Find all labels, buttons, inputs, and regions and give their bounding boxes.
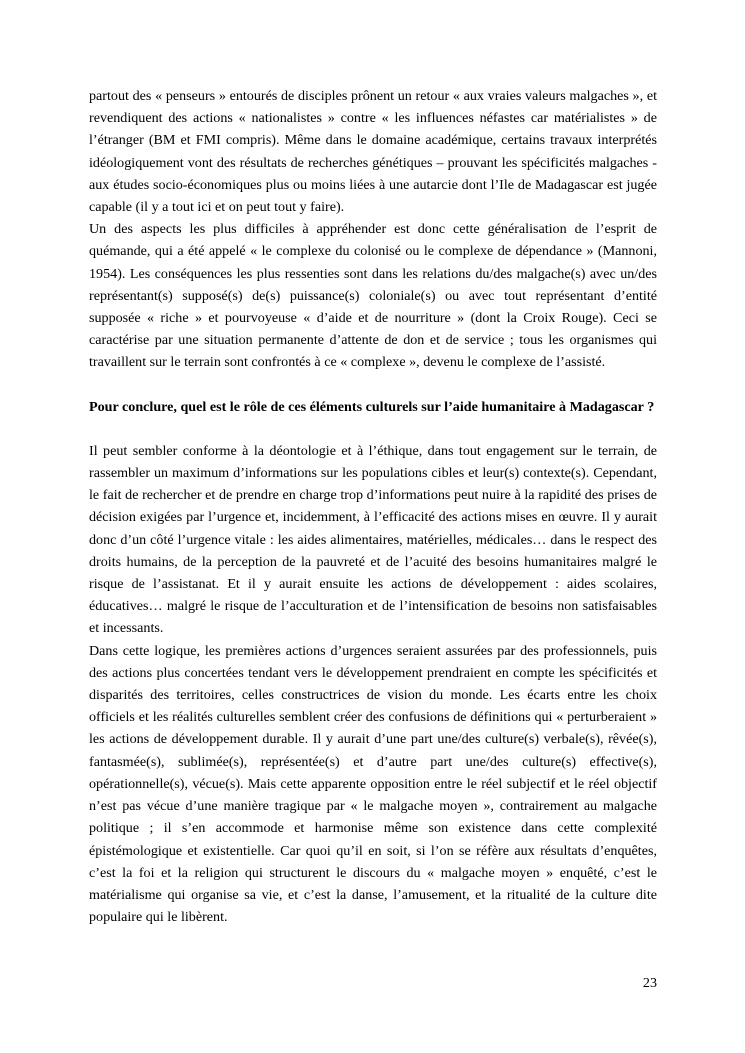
paragraph-penseurs: partout des « penseurs » entourés de disciples prônent un retour « aux vraies valeurs malgaches », et revendiquent des actions « nationalistes » contre « les influences néfastes car matérialistes » de l’étranger (BM et FMI compris). Même dans le domaine académique, certains travaux interprétés idéologiquement vont des résultats de recherches génétiques – prouvant les spécificités malgaches - aux études socio-économiques plus ou moins liées à une autarcie dont l’Ile de Madagascar est jugée capable (il y a tout ici et on peut tout y faire).	[89, 88, 657, 216]
paragraph-gap	[89, 418, 657, 440]
page-number: 23	[642, 975, 657, 991]
document-body	[89, 85, 657, 928]
section-heading-conclusion: Pour conclure, quel est le rôle de ces éléments culturels sur l’aide humanitaire à Madagascar ?	[89, 398, 655, 415]
paragraph-logique: Dans cette logique, les premières actions d’urgences seraient assurées par des professionnels, puis des actions plus concertées tendant vers le développement prendraient en compte les spécificités et disparités des territoires, celles constructrices de vision du monde. Les écarts entre les choix officiels et les réalités culturelles semblent créer des confusions de définitions qui « perturberaient » les actions de développement durable. Il y aurait d’une part une/des culture(s) verbale(s), rêvée(s), fantasmée(s), sublimée(s), représentée(s) et d’autre part une/des culture(s) effective(s), opérationnelle(s), vécue(s). Mais cette apparente opposition entre le réel subjectif et le réel objectif n’est pas vécue d’une manière tragique par « le malgache moyen », contrairement au malgache politique ; il s’en accommode et harmonise même son existence dans cette complexité épistémologique et existentielle. Car quoi qu’il en soit, si l’on se réfère aux résultats d’enquêtes, c’est la foi et la religion qui structurent le discours du « malgache moyen » enquêté, c’est le matérialisme qui organise sa vie, et c’est la danse, l’amusement, et la ritualité de la culture dite populaire qui le libèrent.	[89, 642, 657, 926]
paragraph-gap	[89, 374, 657, 396]
paragraph-complexe-colonise: Un des aspects les plus difficiles à appréhender est donc cette généralisation de l’esprit de quémande, qui a été appelé « le complexe du colonisé ou le complexe de dépendance » (Mannoni, 1954). Les conséquences les plus ressenties sont dans les relations du/des malgache(s) avec un/des représentant(s) supposé(s) de(s) puissance(s) coloniale(s) ou avec tout représentant d’entité supposée « riche » et pourvoyeuse « d’aide et de nourriture » (dont la Croix Rouge). Ceci se caractérise par une situation permanente d’attente de don et de service ; tous les organismes qui travaillent sur le terrain sont confrontés à ce « complexe », devenu le complexe de l’assisté.	[89, 221, 657, 371]
paragraph-deontologie: Il peut sembler conforme à la déontologie et à l’éthique, dans tout engagement sur le terrain, de rassembler un maximum d’informations sur les populations cibles et leur(s) contexte(s). Cependant, le fait de rechercher et de prendre en charge trop d’informations peut nuire à la rapidité des prises de décision exigées par l’urgence et, incidemment, à l’efficacité des actions mises en œuvre. Il y aurait donc d’un côté l’urgence vitale : les aides alimentaires, matérielles, médicales… dans le respect des droits humains, de la perception de la pauvreté et de l’acuité des besoins humanitaires malgré le risque de l’assistanat. Et il y aurait ensuite les actions de développement : aides scolaires, éducatives… malgré le risque de l’acculturation et de l’intensification de besoins non satisfaisables et incessants.	[89, 442, 657, 637]
